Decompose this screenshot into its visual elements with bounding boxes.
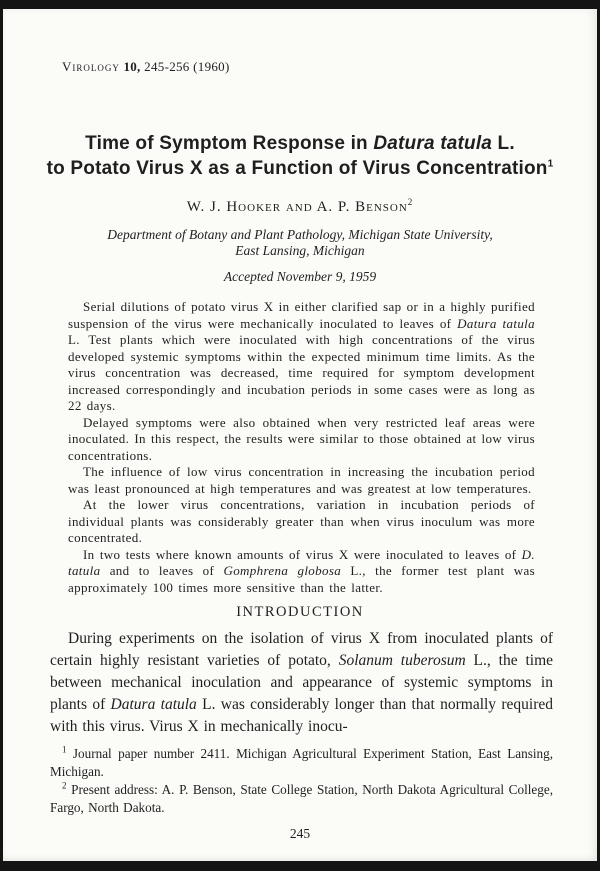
species-italic: Datura tatula xyxy=(457,315,535,331)
abstract-paragraph-4: At the lower virus concentrations, variation in incubation periods of individual plants was considerably greater than when virus inoculum was more concentrated. xyxy=(68,497,535,545)
abstract-text: Serial dilutions of potato virus X in either clarified sap or in a highly purified suspension of the virus were mechanically inoculated to leaves of xyxy=(68,299,535,331)
title-line-2 xyxy=(23,156,577,181)
footnote-ref: 2 xyxy=(62,780,67,791)
title-species-italic: Datura tatula xyxy=(373,133,493,154)
journal-header xyxy=(62,59,597,75)
author-footnote-ref: 2 xyxy=(407,197,414,207)
affiliation-line-1: Department of Botany and Plant Pathology, Michigan State University, xyxy=(107,227,493,242)
journal-name: Virology xyxy=(62,59,120,74)
abstract xyxy=(68,299,535,596)
species-italic: Solanum tuberosum xyxy=(338,652,466,669)
page-number: 245 xyxy=(289,826,311,841)
affiliation-line-2: East Lansing, Michigan xyxy=(235,243,365,258)
footnote-2 xyxy=(50,781,553,817)
abstract-paragraph-5 xyxy=(68,547,535,597)
footnotes xyxy=(50,745,553,817)
footnote-text: Journal paper number 2411. Michigan Agricultural Experiment Station, East Lansing, Michigan. xyxy=(50,746,553,779)
title-text: to Potato Virus X as a Function of Virus Concentration xyxy=(46,158,548,179)
abstract-text: In two tests where known amounts of virus X were inoculated to leaves of xyxy=(83,546,522,562)
footnote-ref: 1 xyxy=(62,744,67,755)
section-heading-introduction: INTRODUCTION xyxy=(236,604,364,620)
abstract-text: and to leaves of xyxy=(100,563,224,578)
article-title xyxy=(23,131,577,181)
title-footnote-ref: 1 xyxy=(547,158,554,170)
affiliation xyxy=(3,227,597,259)
author-names: W. J. Hooker and A. P. Benson xyxy=(186,199,408,215)
abstract-text: L., the former test plant was approximately 100 times more sensitive than the latter. xyxy=(68,563,535,595)
title-text: Time of Symptom Response in xyxy=(85,133,374,154)
abstract-text: L. Test plants which were inoculated with high concentrations of the virus developed systemic symptoms within the expected minimum time limits. As the virus concentration was decreased, time required for symptom development increased correspondingly and incubation periods in some cases were as long as 22 days. xyxy=(68,332,535,413)
journal-volume: 10, xyxy=(123,59,141,74)
journal-pages-year: 245-256 (1960) xyxy=(144,59,230,74)
intro-text: L., the time between mechanical inoculation and appearance of systemic symptoms in plants of xyxy=(50,652,554,713)
introduction-section xyxy=(50,628,553,738)
abstract-paragraph-3: The influence of low virus concentration in increasing the incubation period was least pronounced at high temperatures and was greatest at low temperatures. xyxy=(68,464,535,496)
title-text: L. xyxy=(492,133,515,154)
abstract-paragraph-1 xyxy=(68,299,535,415)
intro-paragraph xyxy=(50,628,553,738)
title-line-1 xyxy=(23,131,577,156)
intro-text: L. was considerably longer than that normally required with this virus. Virus X in mechanically inocu- xyxy=(50,696,554,735)
paper-page xyxy=(3,9,597,861)
species-italic: Datura tatula xyxy=(110,696,197,713)
species-italic: D. tatula xyxy=(68,546,535,578)
accepted-date: Accepted November 9, 1959 xyxy=(223,269,377,284)
abstract-paragraph-2: Delayed symptoms were also obtained when very restricted leaf areas were inoculated. In this respect, the results were similar to those obtained at low virus concentrations. xyxy=(68,414,535,463)
footnote-text: Present address: A. P. Benson, State College Station, North Dakota Agricultural College, Fargo, North Dakota. xyxy=(50,782,553,815)
species-italic: Gomphrena globosa xyxy=(223,563,342,578)
authors-line xyxy=(3,198,597,217)
intro-text: During experiments on the isolation of virus X from inoculated plants of certain highly resistant varieties of potato, xyxy=(50,630,553,669)
footnote-1 xyxy=(50,745,553,781)
